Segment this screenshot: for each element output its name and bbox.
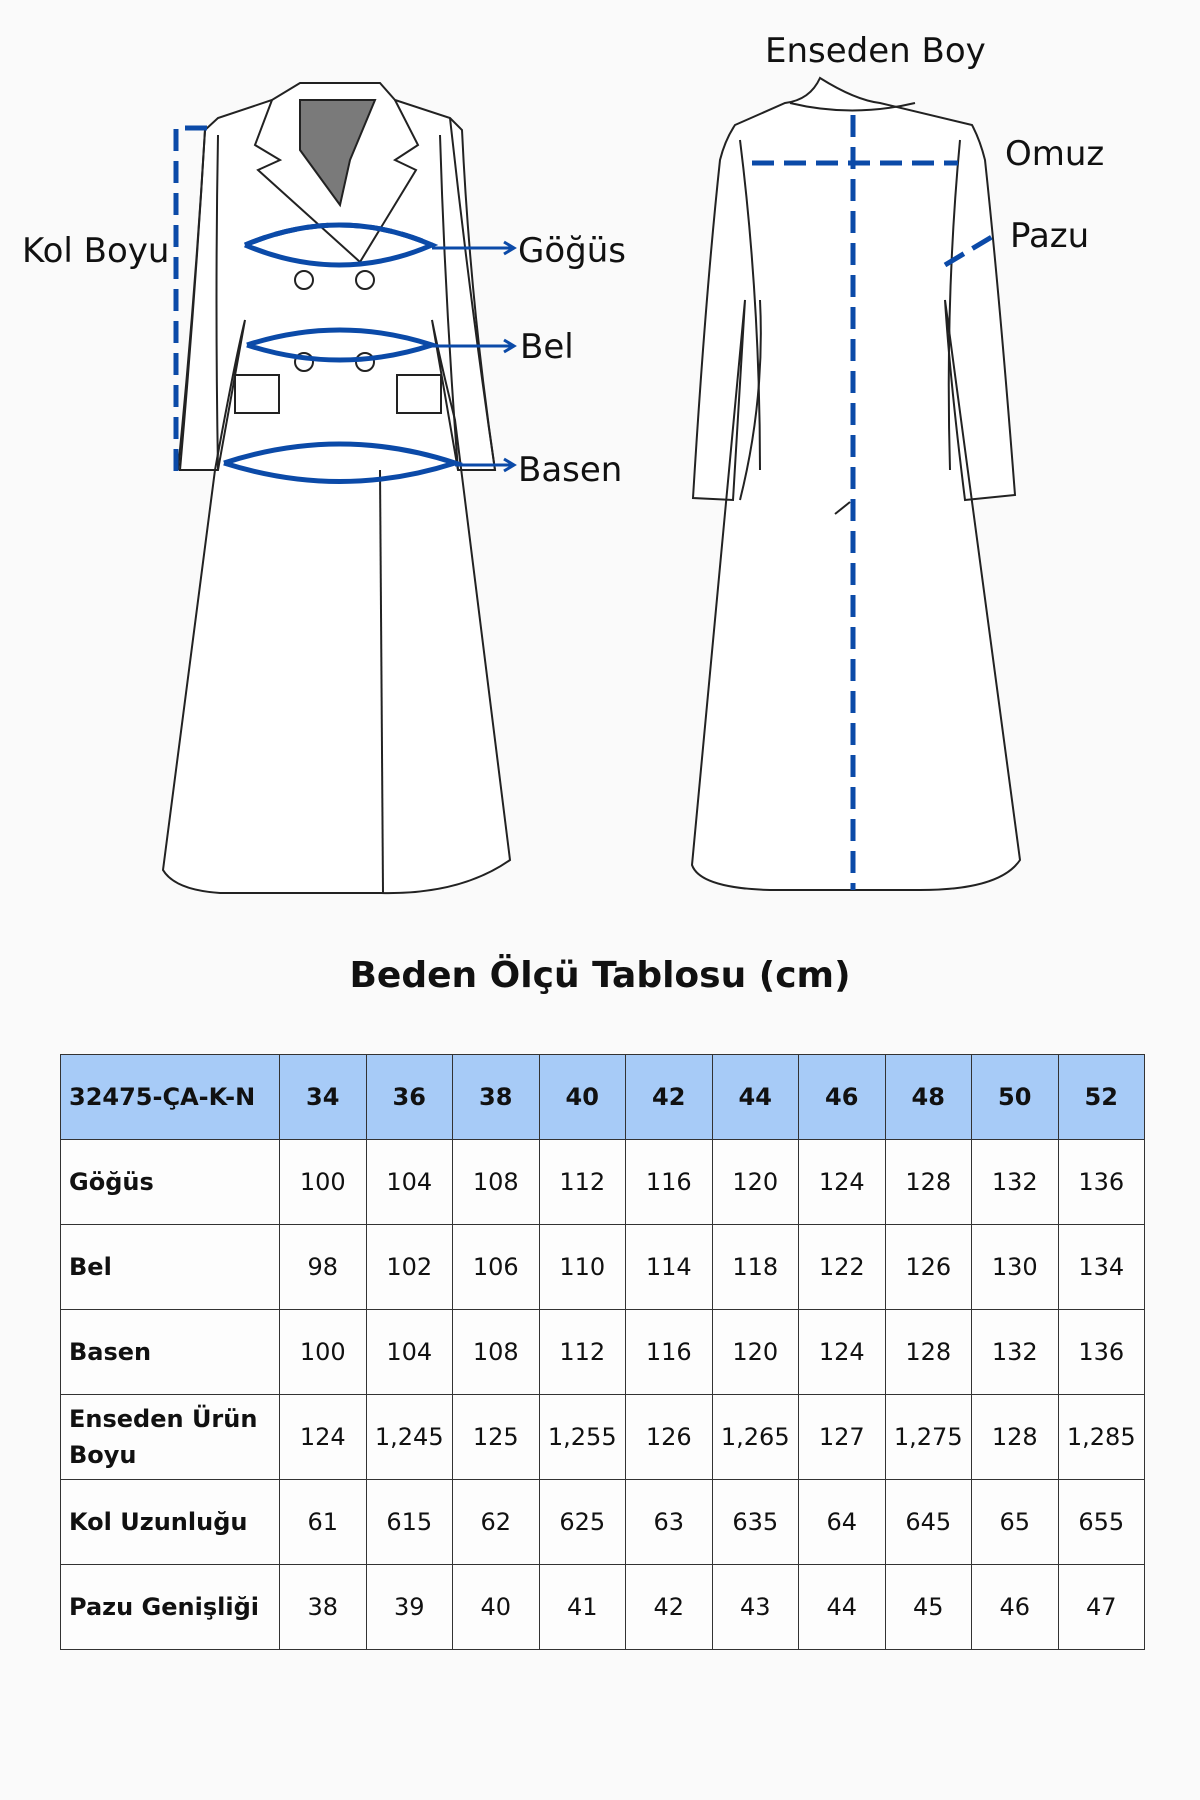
label-pazu: Pazu (1010, 216, 1090, 256)
table-cell: 124 (280, 1395, 367, 1480)
table-cell: 120 (712, 1140, 799, 1225)
table-cell: 104 (366, 1310, 453, 1395)
button (295, 271, 313, 289)
table-cell: 655 (1058, 1480, 1145, 1565)
table-cell: 132 (972, 1310, 1059, 1395)
table-cell: 108 (453, 1310, 540, 1395)
table-cell: 116 (626, 1140, 713, 1225)
table-cell: 100 (280, 1310, 367, 1395)
table-cell: 61 (280, 1480, 367, 1565)
label-omuz: Omuz (1005, 134, 1105, 174)
table-row (61, 1140, 1145, 1225)
table-cell: 100 (280, 1140, 367, 1225)
table-cell: 104 (366, 1140, 453, 1225)
table-cell: 136 (1058, 1140, 1145, 1225)
table-cell: 126 (626, 1395, 713, 1480)
row-label-enseden-urun-boyu: Enseden Ürün Boyu (61, 1395, 280, 1480)
table-cell: 98 (280, 1225, 367, 1310)
table-cell: 635 (712, 1480, 799, 1565)
table-cell: 625 (539, 1480, 626, 1565)
size-header: 52 (1058, 1055, 1145, 1140)
size-header: 34 (280, 1055, 367, 1140)
table-row (61, 1310, 1145, 1395)
table-cell: 125 (453, 1395, 540, 1480)
table-cell: 106 (453, 1225, 540, 1310)
size-header: 46 (799, 1055, 886, 1140)
size-header: 36 (366, 1055, 453, 1140)
table-cell: 46 (972, 1565, 1059, 1650)
table-cell: 128 (885, 1140, 972, 1225)
size-header: 48 (885, 1055, 972, 1140)
table-cell: 44 (799, 1565, 886, 1650)
row-label-pazu-genisligi: Pazu Genişliği (61, 1565, 280, 1650)
row-label-gogus: Göğüs (61, 1140, 280, 1225)
table-cell: 1,285 (1058, 1395, 1145, 1480)
pocket (397, 375, 441, 413)
table-cell: 42 (626, 1565, 713, 1650)
table-cell: 108 (453, 1140, 540, 1225)
table-cell: 110 (539, 1225, 626, 1310)
row-label-kol-uzunlugu: Kol Uzunluğu (61, 1480, 280, 1565)
label-basen: Basen (518, 450, 623, 490)
table-cell: 134 (1058, 1225, 1145, 1310)
table-cell: 122 (799, 1225, 886, 1310)
table-cell: 130 (972, 1225, 1059, 1310)
table-cell: 128 (972, 1395, 1059, 1480)
table-cell: 116 (626, 1310, 713, 1395)
button (356, 271, 374, 289)
table-cell: 128 (885, 1310, 972, 1395)
size-chart-title: Beden Ölçü Tablosu (cm) (349, 955, 851, 996)
table-cell: 64 (799, 1480, 886, 1565)
table-cell: 41 (539, 1565, 626, 1650)
table-cell: 136 (1058, 1310, 1145, 1395)
table-cell: 114 (626, 1225, 713, 1310)
table-cell: 40 (453, 1565, 540, 1650)
table-cell: 1,275 (885, 1395, 972, 1480)
table-cell: 62 (453, 1480, 540, 1565)
label-bel: Bel (520, 327, 574, 367)
size-header: 50 (972, 1055, 1059, 1140)
table-row (61, 1565, 1145, 1650)
table-cell: 118 (712, 1225, 799, 1310)
row-label-bel: Bel (61, 1225, 280, 1310)
table-cell: 1,245 (366, 1395, 453, 1480)
pocket (235, 375, 279, 413)
label-enseden-boy: Enseden Boy (765, 31, 986, 71)
table-cell: 65 (972, 1480, 1059, 1565)
row-label-basen: Basen (61, 1310, 280, 1395)
table-cell: 112 (539, 1140, 626, 1225)
table-cell: 124 (799, 1310, 886, 1395)
table-cell: 132 (972, 1140, 1059, 1225)
table-cell: 112 (539, 1310, 626, 1395)
label-kol-boyu: Kol Boyu (22, 231, 170, 271)
table-cell: 43 (712, 1565, 799, 1650)
table-cell: 615 (366, 1480, 453, 1565)
table-cell: 126 (885, 1225, 972, 1310)
table-row (61, 1225, 1145, 1310)
table-cell: 47 (1058, 1565, 1145, 1650)
table-row (61, 1395, 1145, 1480)
table-cell: 124 (799, 1140, 886, 1225)
product-code: 32475-ÇA-K-N (61, 1055, 280, 1140)
table-cell: 102 (366, 1225, 453, 1310)
coat-back-view (692, 31, 1104, 890)
table-cell: 120 (712, 1310, 799, 1395)
size-chart-table (60, 1054, 1145, 1650)
table-cell: 1,255 (539, 1395, 626, 1480)
size-header: 42 (626, 1055, 713, 1140)
table-cell: 63 (626, 1480, 713, 1565)
table-cell: 45 (885, 1565, 972, 1650)
table-header-row (61, 1055, 1145, 1140)
table-cell: 645 (885, 1480, 972, 1565)
label-gogus: Göğüs (518, 231, 626, 271)
table-row (61, 1480, 1145, 1565)
coat-front-view (22, 83, 626, 893)
size-header: 44 (712, 1055, 799, 1140)
size-header: 38 (453, 1055, 540, 1140)
table-cell: 38 (280, 1565, 367, 1650)
table-cell: 39 (366, 1565, 453, 1650)
size-header: 40 (539, 1055, 626, 1140)
button (356, 353, 374, 371)
table-cell: 1,265 (712, 1395, 799, 1480)
table-cell: 127 (799, 1395, 886, 1480)
